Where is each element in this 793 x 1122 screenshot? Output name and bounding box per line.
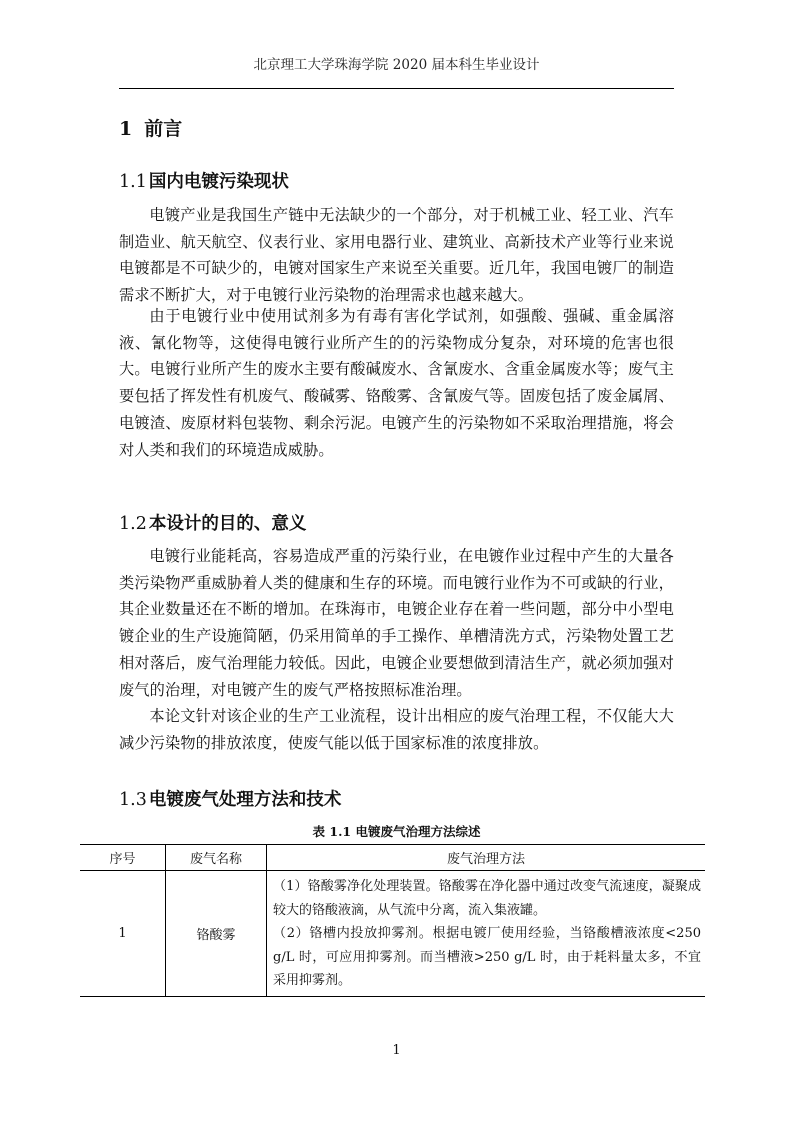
column-header-number: 序号 xyxy=(80,845,166,871)
paragraph: 电镀行业能耗高，容易造成严重的污染行业，在电镀作业过程中产生的大量各类污染物严重威胁着人类的健康和生存的环境。而电镀行业作为不可或缺的行业，其企业数量还在不断的增加。在珠海市，电镀企业存在着一些问题，部分中小型电镀企业的生产设施简陋，仍采用简单的手工操作、单槽清洗方式，污染物处置工艺相对落后，废气治理能力较低。因此，电镀企业要想做到清洁生产，就必须加强对废气的治理，对电镀产生的废气严格按照标准治理。 xyxy=(119,547,674,699)
section-heading-1-2 xyxy=(119,510,306,535)
section-heading-1-1 xyxy=(119,168,289,193)
cell-gas-name: 铬酸雾 xyxy=(166,871,267,997)
cell-number: 1 xyxy=(80,871,166,997)
table-header-row xyxy=(80,845,705,871)
section-number: 1.3 xyxy=(119,790,147,810)
section-title: 国内电镀污染现状 xyxy=(148,172,289,192)
header-divider xyxy=(119,88,674,89)
section-number: 1.1 xyxy=(119,172,147,192)
column-header-method: 废气治理方法 xyxy=(267,845,706,871)
paragraph: 本论文针对该企业的生产工业流程，设计出相应的废气治理工程，不仅能大大减少污染物的排放浓度，使废气能以低于国家标准的浓度排放。 xyxy=(119,707,674,752)
section-title: 本设计的目的、意义 xyxy=(148,514,307,534)
paragraph: 电镀产业是我国生产链中无法缺少的一个部分，对于机械工业、轻工业、汽车制造业、航天航空、仪表行业、家用电器行业、建筑业、高新技术产业等行业来说电镀都是不可缺少的，电镀对国家生产来说至关重要。近几年，我国电镀厂的制造需求不断扩大，对于电镀行业污染物的治理需求也越来越大。 xyxy=(119,206,674,305)
chapter-number: 1 xyxy=(119,118,133,140)
page-number: 1 xyxy=(392,1043,401,1058)
section-heading-1-3 xyxy=(119,786,341,811)
page-header: 北京理工大学珠海学院 2020 届本科生毕业设计 xyxy=(253,57,540,73)
section-title: 电镀废气处理方法和技术 xyxy=(148,790,342,810)
column-header-gas-name: 废气名称 xyxy=(166,845,267,871)
paragraph: 由于电镀行业中使用试剂多为有毒有害化学试剂，如强酸、强碱、重金属溶液、氰化物等，这使得电镀行业所产生的的污染物成分复杂，对环境的危害也很大。电镀行业所产生的废水主要有酸碱废水、含氰废水、含重金属废水等；废气主要包括了挥发性有机废气、酸碱雾、铬酸雾、含氰废气等。固废包括了废金属屑、电镀渣、废原材料包装物、剩余污泥。电镀产生的污染物如不采取治理措施，将会对人类和我们的环境造成威胁。 xyxy=(119,307,674,459)
table-caption: 表 1.1 电镀废气治理方法综述 xyxy=(312,824,481,839)
method-item: （2）铬槽内投放抑雾剂。根据电镀厂使用经验，当铬酸槽液浓度<250 g/L 时，可应用抑雾剂。而当槽液>250 g/L 时，由于耗料量太多，不宜采用抑雾剂。 xyxy=(273,926,701,988)
chapter-title: 前言 xyxy=(144,118,183,140)
methods-table xyxy=(80,844,705,997)
chapter-heading xyxy=(119,114,182,141)
section-number: 1.2 xyxy=(119,514,147,534)
method-item: （1）铬酸雾净化处理装置。铬酸雾在净化器中通过改变气流速度，凝聚成较大的铬酸液滴，从气流中分离，流入集液罐。 xyxy=(273,879,701,918)
table-row xyxy=(80,871,705,997)
cell-method xyxy=(267,871,706,997)
